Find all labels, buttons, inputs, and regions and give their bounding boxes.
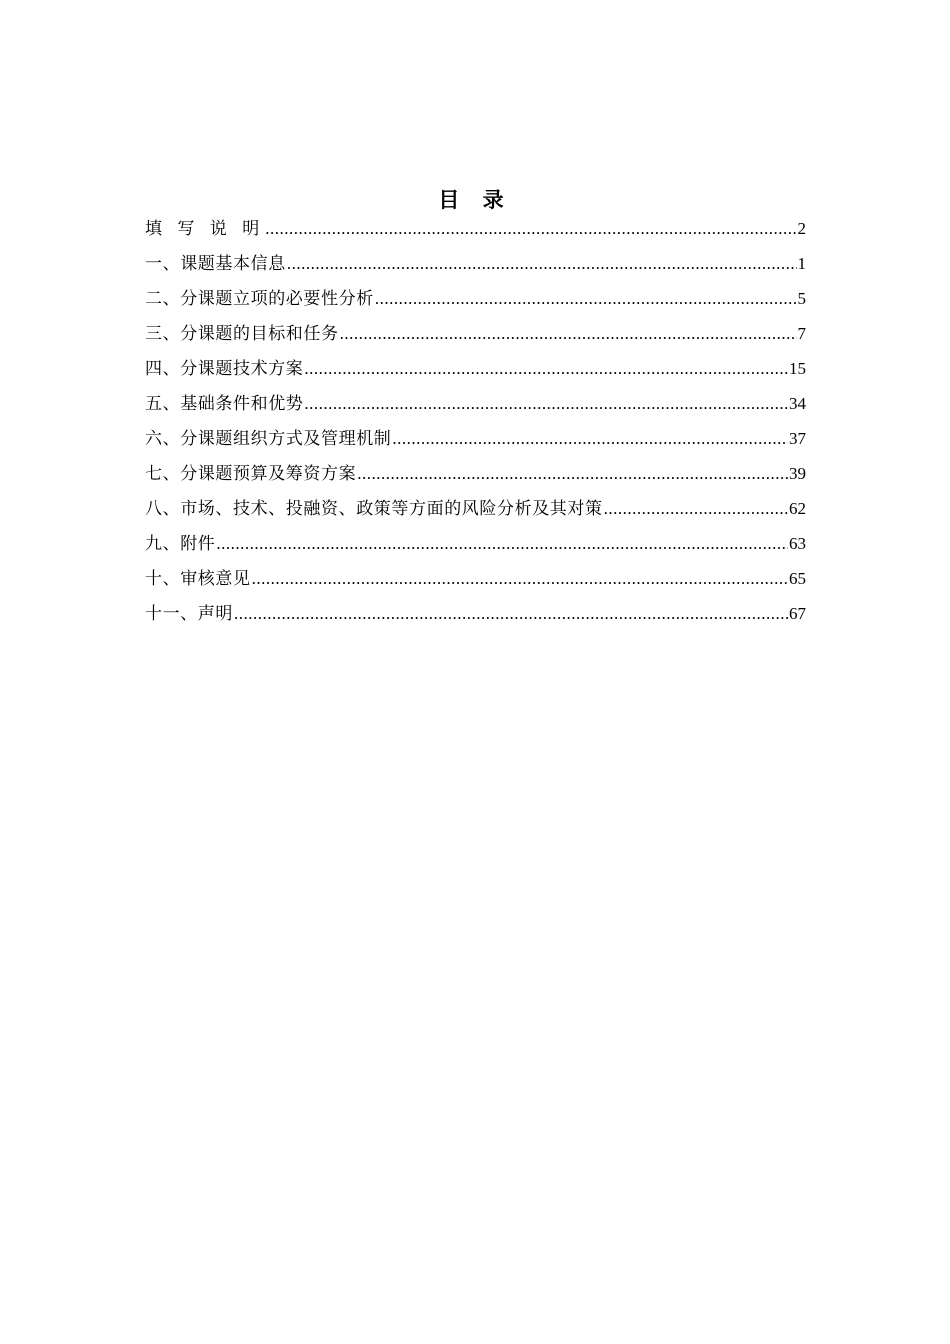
toc-entry-label: 五、基础条件和优势	[145, 394, 304, 414]
toc-entry-page: 39	[789, 464, 806, 483]
toc-entry-label: 三、分课题的目标和任务	[145, 324, 339, 344]
toc-dot-leader	[234, 596, 788, 631]
toc-entry-necessity-analysis[interactable]	[145, 281, 806, 316]
toc-entry-page: 5	[797, 289, 806, 308]
toc-dot-leader	[216, 526, 788, 561]
toc-entry-label: 八、市场、技术、投融资、政策等方面的风险分析及其对策	[145, 499, 603, 519]
toc-dot-leader	[287, 246, 797, 281]
toc-dot-leader	[304, 351, 788, 386]
toc-entry-declaration[interactable]	[145, 596, 806, 631]
toc-entry-basic-info[interactable]	[145, 246, 806, 281]
toc-entry-page: 34	[789, 394, 806, 413]
toc-dot-leader	[265, 211, 796, 246]
toc-entry-page: 2	[797, 219, 806, 238]
toc-entry-organization-management[interactable]	[145, 421, 806, 456]
toc-entry-budget-funding[interactable]	[145, 456, 806, 491]
toc-entry-attachments[interactable]	[145, 526, 806, 561]
toc-entry-label: 一、课题基本信息	[145, 254, 286, 274]
toc-entry-technical-plan[interactable]	[145, 351, 806, 386]
toc-entry-page: 67	[789, 604, 806, 623]
toc-entry-conditions-advantages[interactable]	[145, 386, 806, 421]
toc-entry-label: 六、分课题组织方式及管理机制	[145, 429, 392, 449]
toc-entry-page: 63	[789, 534, 806, 553]
toc-entry-review-opinions[interactable]	[145, 561, 806, 596]
toc-dot-leader	[340, 316, 797, 351]
toc-entry-label: 二、分课题立项的必要性分析	[145, 289, 374, 309]
toc-entry-page: 1	[797, 254, 806, 273]
toc-entry-label: 十、审核意见	[145, 569, 251, 589]
toc-title: 目 录	[438, 188, 512, 212]
toc-entry-risk-analysis[interactable]	[145, 491, 806, 526]
toc-dot-leader	[304, 386, 788, 421]
toc-entry-label: 七、分课题预算及筹资方案	[145, 464, 357, 484]
toc-dot-leader	[252, 561, 788, 596]
toc-dot-leader	[392, 421, 788, 456]
toc-entry-page: 62	[789, 499, 806, 518]
toc-entry-label: 九、附件	[145, 534, 216, 554]
toc-entry-page: 37	[789, 429, 806, 448]
toc-entry-page: 15	[789, 359, 806, 378]
toc-entry-label: 四、分课题技术方案	[145, 359, 304, 379]
toc-entry-goals-tasks[interactable]	[145, 316, 806, 351]
toc-entry-label: 填 写 说 明	[145, 219, 265, 239]
toc-entry-page: 65	[789, 569, 806, 588]
toc-dot-leader	[357, 456, 788, 491]
toc-entry-instructions[interactable]	[145, 211, 806, 246]
toc-dot-leader	[604, 491, 788, 526]
toc-entry-label: 十一、声明	[145, 604, 233, 624]
toc-list	[145, 211, 806, 631]
toc-entry-page: 7	[797, 324, 806, 343]
toc-dot-leader	[375, 281, 797, 316]
